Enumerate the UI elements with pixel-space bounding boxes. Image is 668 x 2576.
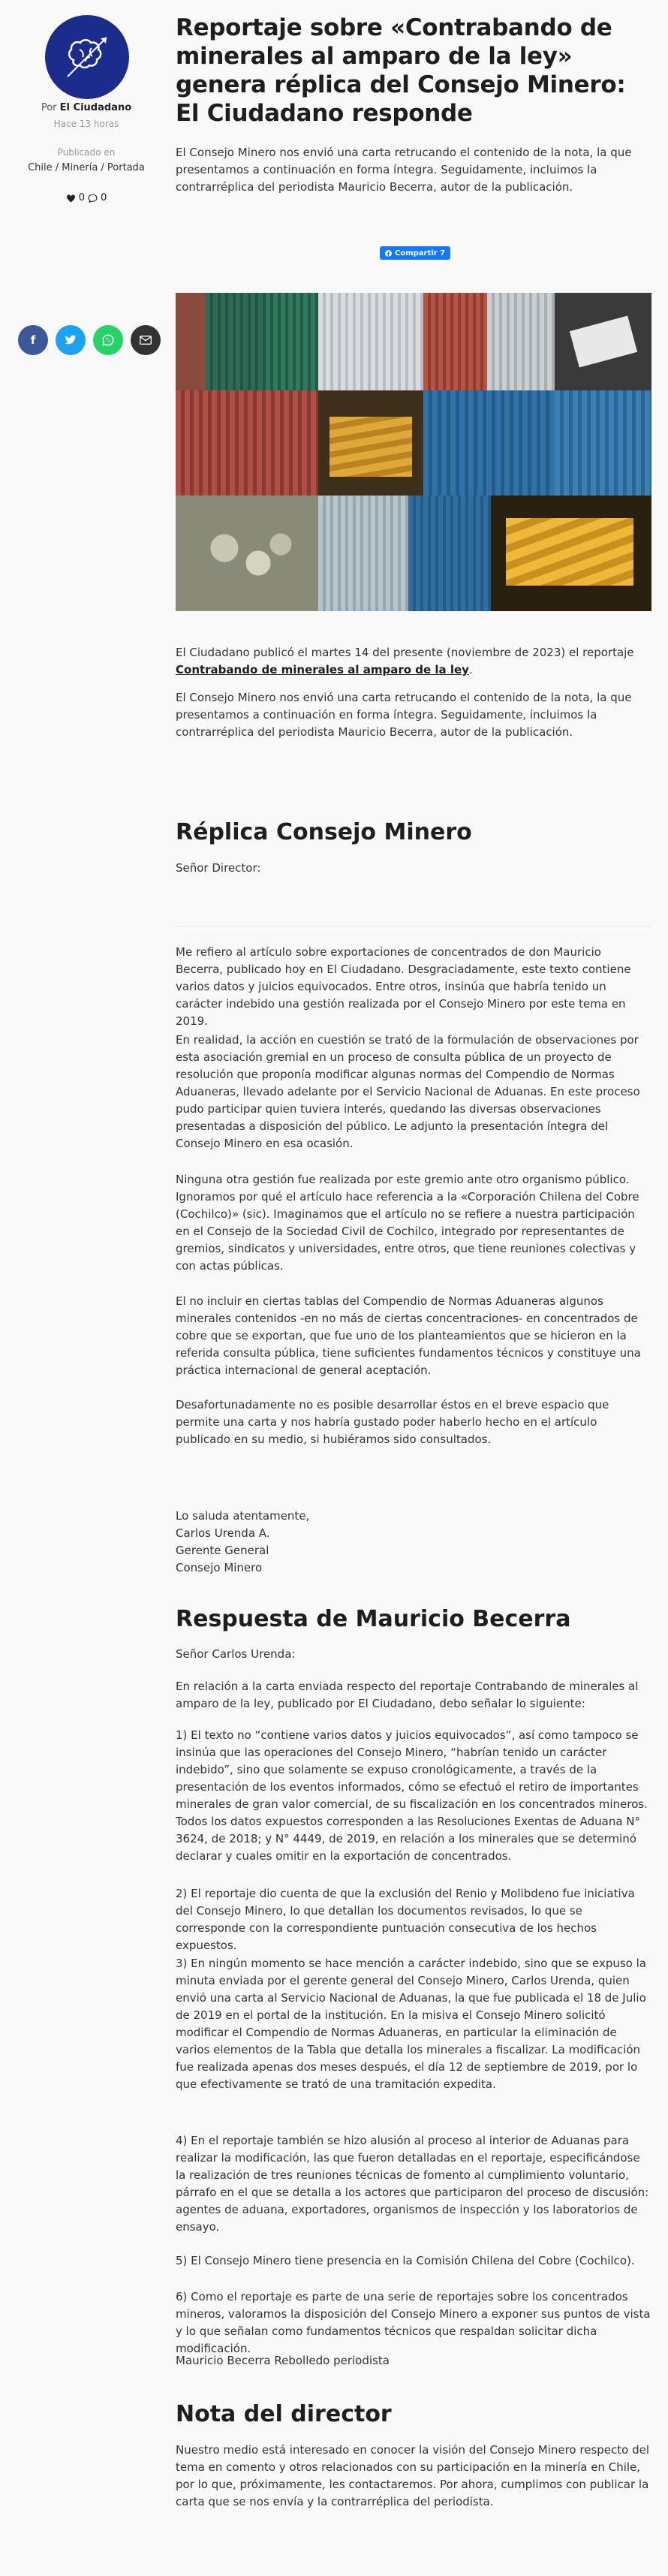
likes-count: 0 (78, 192, 85, 203)
twitter-share-button[interactable] (56, 325, 86, 355)
brain-logo-icon (57, 27, 117, 87)
signature-line: Carlos Urenda A. (176, 1526, 270, 1540)
nota-heading: Nota del director (176, 2401, 392, 2427)
heart-icon[interactable] (66, 194, 76, 203)
whatsapp-share-button[interactable] (93, 325, 123, 355)
byline (0, 102, 173, 113)
signature-line: Gerente General (176, 1544, 269, 1557)
facebook-share-counter-button[interactable] (380, 246, 450, 260)
signature-line: Lo saluda atentamente, (176, 1509, 310, 1523)
replica-paragraph: Me refiero al artículo sobre exportaciones de concentrados de don Mauricio Becerra, publicado hoy en El Ciudadano. Desgraciadamente, este texto contiene varios datos y juicios equivocados. Entre otros, insinúa que habría tenido un carácter indebido una gestión realizada por el Consejo Minero por este tema en 2019. (176, 945, 631, 1028)
article-intro: El Consejo Minero nos envió una carta retrucando el contenido de la nota, la que presentamos a continuación en forma íntegra. Seguidamente, incluimos la contrarréplica del periodista Mauricio Becerra, autor de la publicación. (176, 146, 632, 194)
replica-salutation: Señor Director: (176, 861, 261, 875)
author-name[interactable]: El Ciudadano (59, 102, 132, 113)
article-photo-containers (176, 293, 651, 611)
respuesta-paragraph: 6) Como el reportaje es parte de una serie de reportajes sobre los concentrados mineros, valoramos la disposición del Consejo Minero a exponer sus puntos de vista y lo que señalan como fundamentos técnicos que respaldan solicitar dicha modificación. (176, 2290, 651, 2355)
intro-repeat: El Consejo Minero nos envió una carta retrucando el contenido de la nota, la que presentamos a continuación en forma íntegra. Seguidamente, incluimos la contrarréplica del periodista Mauricio Becerra, autor de la publicación. (176, 691, 632, 739)
author-signoff: Mauricio Becerra Rebolledo periodista (176, 2354, 390, 2367)
respuesta-salutation: Señor Carlos Urenda: (176, 1647, 296, 1661)
lead-paragraph (176, 644, 651, 679)
facebook-share-label: Compartir 7 (395, 249, 446, 258)
replica-paragraph: En realidad, la acción en cuestión se trató de la formulación de observaciones por esta asociación gremial en un proceso de consulta pública de un proyecto de resolución que proponía modificar algunas normas del Compendio de Normas Aduaneras, llevado adelante por el Servicio Nacional de Aduanas. En este proceso pudo participar quien tuviera interés, quedando las diversas observaciones presentadas a disposición del público. Le adjunto la presentación íntegra del Consejo Minero en esa ocasión. (176, 1033, 640, 1150)
respuesta-paragraph: En relación a la carta enviada respecto del reportaje Contrabando de minerales al amparo de la ley, publicado por El Ciudadano, debo señalar lo siguiente: (176, 1680, 639, 1710)
nota-paragraph: Nuestro medio está interesado en conocer la visión del Consejo Minero respecto del tema en comento y otros relacionados con su participación en la minería en Chile, por lo que, próximamente, les contactaremos. Por ahora, cumplimos con publicar la carta que se nos envía y la contrarréplica del periodista. (176, 2443, 649, 2508)
facebook-small-icon (385, 250, 392, 257)
respuesta-paragraph: 2) El reportaje dio cuenta de que la exclusión del Renio y Molibdeno fue iniciativa del Consejo Minero, lo que detallan los documentos revisados, lo que se corresponde con la correspondiente puntuación consecutiva de los hechos expuestos. (176, 1887, 635, 1952)
share-buttons (18, 325, 161, 355)
email-share-button[interactable] (131, 325, 161, 355)
reaction-counts (0, 192, 173, 203)
whatsapp-icon (101, 333, 115, 347)
twitter-icon (65, 335, 77, 345)
respuesta-paragraph: 5) El Consejo Minero tiene presencia en la Comisión Chilena del Cobre (Cochilco). (176, 2254, 635, 2267)
signature-line: Consejo Minero (176, 1561, 263, 1574)
respuesta-paragraph: 3) En ningún momento se hace mención a carácter indebido, sino que se expuso la minuta enviada por el gerente general del Consejo Minero, Carlos Urenda, quien envió una carta al Servicio Nacional de Aduanas, la que fue publicada el 18 de Julio de 2019 en el portal de la institución. En la misiva el Consejo Minero solicitó modificar el Compendio de Normas Aduaneras, en particular la eliminación de varios elementos de la Tabla que detalla los minerales a fiscalizar. La modificación fue realizada apenas dos meses después, el día 12 de septiembre de 2019, por lo que efectivamente se trató de una tramitación expedita. (176, 1957, 646, 2091)
comment-icon[interactable] (88, 194, 98, 203)
categories[interactable]: Chile / Minería / Portada (28, 162, 145, 173)
lead-end: . (468, 663, 473, 676)
article-title: Reportaje sobre «Contrabando de minerales al amparo de la ley» genera réplica del Consejo Minero: El Ciudadano responde (176, 14, 626, 127)
author-avatar[interactable] (45, 15, 129, 99)
published-label: Publicado en (57, 147, 116, 158)
replica-signature (176, 1508, 651, 1577)
respuesta-heading: Respuesta de Mauricio Becerra (176, 1606, 571, 1632)
respuesta-paragraph: 1) El texto no “contiene varios datos y juicios equivocados”, así como tampoco se insinúa que las operaciones del Consejo Minero, “habrían tenido un carácter indebido”, sino que solamente se expuso cronológicamente, a través de la presentación de los eventos informados, cómo se efectuó el retiro de importantes minerales de gran valor comercial, de su fiscalización en los concentrados mineros. Todos los datos expuestos corresponden a las Resoluciones Exentas de Aduana N° 3624, de 2018; y N° 4449, de 2019, en relación a los minerales que se determinó declarar y cuales omitir en la exportación de concentrados. (176, 1728, 648, 1863)
byline-prefix: Por (41, 102, 57, 113)
replica-paragraph: Desafortunadamente no es posible desarrollar éstos en el breve espacio que permite una carta y nos habría gustado poder haberlo hecho en el artículo publicado en su medio, si hubiéramos sido consultados. (176, 1398, 609, 1446)
replica-paragraph: El no incluir en ciertas tablas del Compendio de Normas Aduaneras algunos minerales contenidos -en no más de ciertas concentraciones- en concentrados de cobre que se exportan, que fue uno de los planteamientos que se hicieron en la referida consulta pública, tiene suficientes fundamentos técnicos y constituye una práctica internacional de general aceptación. (176, 1294, 641, 1377)
email-icon (140, 336, 152, 345)
replica-paragraph: Ninguna otra gestión fue realizada por este gremio ante otro organismo público. Ignoramos por qué el artículo hace referencia a la «Corporación Chilena del Cobre (Cochilco)» (sic). Imaginamos que el artículo no se refiere a nuestra participación en el Consejo de la Sociedad Civil de Cochilco, integrado por representantes de gremios, sindicatos y universidades, entre otros, que tiene reuniones colectivas y con actas públicas. (176, 1173, 639, 1273)
replica-heading: Réplica Consejo Minero (176, 819, 472, 845)
respuesta-paragraph: 4) En el reportaje también se hizo alusión al proceso al interior de Aduanas para realizar la modificación, las que fueron detalladas en el reportaje, especificándose la realización de tres reuniones técnicas de fomento al cumplimiento voluntario, párrafo en el que se detalla a los actores que participaron del proceso de discusión: agentes de aduana, exportadores, organismos de inspección y los laboratorios de ensayo. (176, 2134, 649, 2234)
comments-count: 0 (101, 192, 107, 203)
facebook-share-button[interactable] (18, 325, 48, 355)
post-time: Hace 13 horas (53, 119, 119, 129)
report-link[interactable]: Contrabando de minerales al amparo de la ley (176, 663, 469, 676)
facebook-icon: f (30, 333, 36, 347)
lead-text: El Ciudadano publicó el martes 14 del presente (noviembre de 2023) el reportaje (176, 646, 634, 659)
